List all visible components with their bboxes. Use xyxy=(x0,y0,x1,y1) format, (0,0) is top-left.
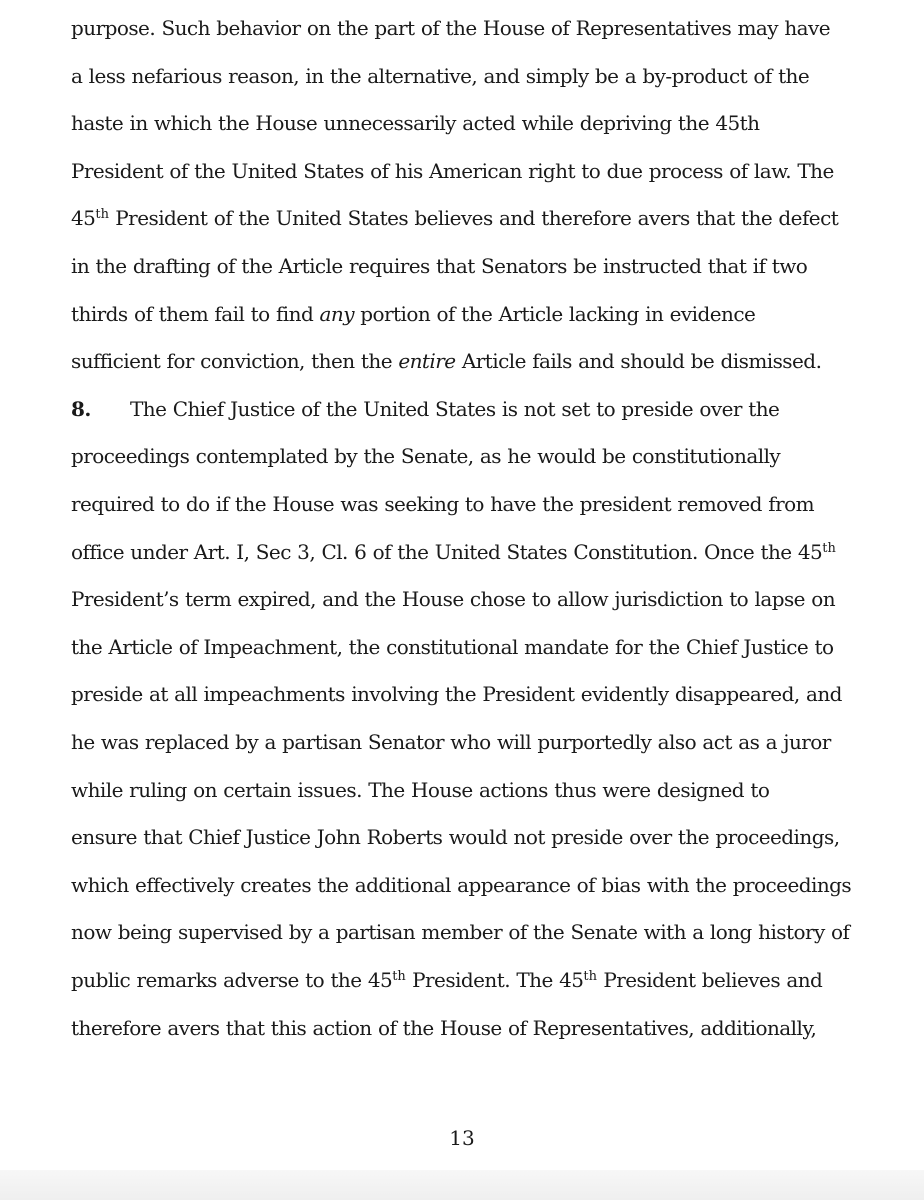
text-run: preside at all impeachments involving the President evidently disappeared, and xyxy=(71,682,842,707)
text-run: a less nefarious reason, in the alternative, and simply be a by-product of the xyxy=(71,63,810,88)
text-line xyxy=(71,254,807,278)
text-run: now being supervised by a partisan member of the Senate with a long history of xyxy=(71,920,850,945)
text-run: any xyxy=(319,301,354,326)
text-run: required to do if the House was seeking to have the president removed from xyxy=(71,492,814,516)
text-line xyxy=(71,920,849,944)
text-run: the Article of Impeachment, the constitutional mandate for the Chief Justice to xyxy=(71,634,834,659)
ordinal-suffix: th xyxy=(392,969,406,984)
text-run: 45 xyxy=(71,206,96,231)
text-line xyxy=(71,778,769,802)
text-run: portion of the Article lacking in evidence xyxy=(354,301,756,326)
text-run: President’s term expired, and the House chose to allow jurisdiction to lapse on xyxy=(71,587,836,612)
text-run: purpose. Such behavior on the part of the House of Representatives may have xyxy=(71,16,831,40)
text-line xyxy=(71,635,833,659)
text-line xyxy=(71,587,835,611)
text-line xyxy=(71,968,822,996)
text-run: he was replaced by a partisan Senator who will purportedly also act as a juror xyxy=(71,730,831,754)
text-line xyxy=(71,1016,816,1040)
text-line xyxy=(71,159,834,183)
text-line xyxy=(71,206,838,234)
text-run: proceedings contemplated by the Senate, as he would be constitutionally xyxy=(71,444,781,469)
paragraph-number: 8. xyxy=(71,396,91,421)
ordinal-suffix: th xyxy=(822,540,836,556)
ordinal-suffix: th xyxy=(583,969,598,984)
text-line xyxy=(71,111,760,135)
text-run: haste in which the House unnecessarily acted while depriving the 45th xyxy=(71,111,760,136)
viewer-bottom-edge xyxy=(0,1170,924,1200)
text-line xyxy=(71,16,830,40)
text-run: ensure that Chief Justice John Roberts would not preside over the proceedings, xyxy=(71,825,840,850)
text-line xyxy=(71,682,842,706)
text-line xyxy=(71,64,809,88)
text-run: which effectively creates the additional appearance of bias with the proceedings xyxy=(71,872,852,897)
ordinal-suffix: th xyxy=(95,207,109,223)
text-run: thirds of them fail to find xyxy=(71,301,320,326)
text-line xyxy=(71,825,840,849)
text-run: while ruling on certain issues. The House actions thus were designed to xyxy=(71,777,770,802)
text-line xyxy=(71,492,814,516)
text-run: President of the United States of his American right to due process of law. The xyxy=(71,158,834,183)
text-run: therefore avers that this action of the House of Representatives, additionally, xyxy=(71,1015,817,1040)
text-line xyxy=(71,349,821,373)
text-line xyxy=(71,540,836,568)
text-run: sufficient for conviction, then the xyxy=(71,349,399,374)
text-run: The Chief Justice of the United States is not set to preside over the xyxy=(130,396,780,421)
text-run: in the drafting of the Article requires that Senators be instructed that if two xyxy=(71,254,808,278)
text-line xyxy=(71,873,851,897)
text-run: President believes and xyxy=(597,968,823,992)
page-number: 13 xyxy=(449,1126,475,1150)
text-line xyxy=(71,302,755,326)
text-run: President. The 45 xyxy=(405,968,584,992)
text-run: office under Art. I, Sec 3, Cl. 6 of the United States Constitution. Once the 45 xyxy=(71,539,823,564)
text-run: Article fails and should be dismissed. xyxy=(455,349,822,374)
text-line xyxy=(71,397,779,421)
text-line xyxy=(71,730,831,754)
text-run: entire xyxy=(398,349,456,374)
text-run: public remarks adverse to the 45 xyxy=(71,968,393,992)
text-line xyxy=(71,444,780,468)
text-run: President of the United States believes and therefore avers that the defect xyxy=(108,206,839,231)
